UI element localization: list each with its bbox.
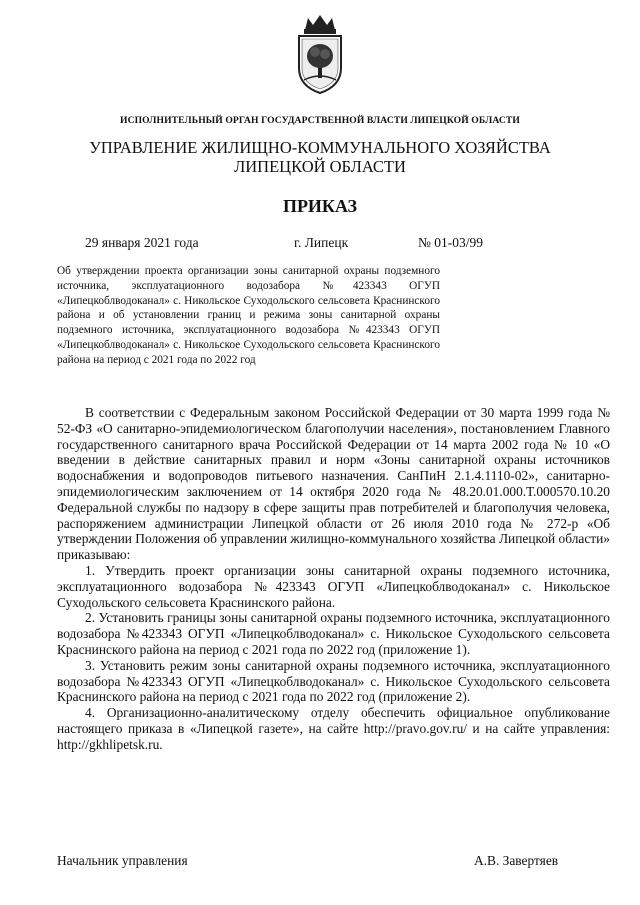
order-subject: Об утверждении проекта организации зоны санитарной охраны подземного источника, эксплуатационного водозабора №423343 ОГУП «Липецкоблводоканал» с. Никольское Суходольского сельсовета Краснинского района и об установлении границ и режима зоны санитарной охраны подземного источника, эксплуатационного водозабора №423343 ОГУП «Липецкоблводоканал» с. Никольское Суходольского сельсовета Краснинского района на период с 2021 года по 2022 год <box>57 265 440 366</box>
order-item-4: 4. Организационно-аналитическому отделу обеспечить официальное опубликование настоящего приказа в «Липецкой газете», на сайте http://pravo.gov.ru/ и на сайте управления: http://gkhlipetsk.ru. <box>57 705 610 752</box>
department-name <box>60 138 580 176</box>
order-item-1: 1. Утвердить проект организации зоны санитарной охраны подземного источника, эксплуатационного водозабора №423343 ОГУП «Липецкоблводоканал» с. Никольское Суходольского сельсовета Краснинского района. <box>57 562 610 610</box>
coat-of-arms-icon <box>291 12 349 96</box>
order-number: № 01-03/99 <box>418 235 484 250</box>
issuing-authority: ИСПОЛНИТЕЛЬНЫЙ ОРГАН ГОСУДАРСТВЕННОЙ ВЛАСТИ ЛИПЕЦКОЙ ОБЛАСТИ <box>120 115 520 126</box>
signatory-position: Начальник управления <box>57 853 188 868</box>
department-line-1: УПРАВЛЕНИЕ ЖИЛИЩНО-КОММУНАЛЬНОГО ХОЗЯЙСТВА <box>89 138 551 157</box>
order-city: г. Липецк <box>294 235 349 250</box>
order-body <box>57 405 610 753</box>
department-line-2: ЛИПЕЦКОЙ ОБЛАСТИ <box>234 157 406 176</box>
preamble-paragraph: В соответствии с Федеральным законом Российской Федерации от 30 марта 1999 года № 52-ФЗ «О санитарно-эпидемиологическом благополучии населения», постановлением Главного государственного санитарного врача Российской Федерации от 14 марта 2002 года № 10 «О введении в действие санитарных правил и норм «Зоны санитарной охраны источников водоснабжения и водопроводов питьевого назначения. СанПиН 2.1.4.1110-02», санитарно-эпидемиологическим заключением от 14 октября 2020 года № 48.20.01.000.Т.000570.10.20 Федеральной службы по надзору в сфере защиты прав потребителей и благополучия человека, распоряжением администрации Липецкой области от 26 июля 2010 года № 272-р «Об утверждении Положения об управлении жилищно-коммунального хозяйства Липецкой области» приказываю: <box>57 405 610 563</box>
order-date: 29 января 2021 года <box>85 235 199 250</box>
order-item-2: 2. Установить границы зоны санитарной охраны подземного источника, эксплуатационного водозабора №423343 ОГУП «Липецкоблводоканал» с. Никольское Суходольского сельсовета Краснинского района на период с 2021 года по 2022 год (приложение 1). <box>57 610 610 657</box>
signatory-name: А.В. Завертяев <box>474 853 559 868</box>
order-item-3: 3. Установить режим зоны санитарной охраны подземного источника, эксплуатационного водозабора №423343 ОГУП «Липецкоблводоканал» с. Никольское Суходольского сельсовета Краснинского района на период с 2021 года по 2022 год (приложение 2). <box>57 657 610 705</box>
document-type-title: ПРИКАЗ <box>282 196 358 216</box>
